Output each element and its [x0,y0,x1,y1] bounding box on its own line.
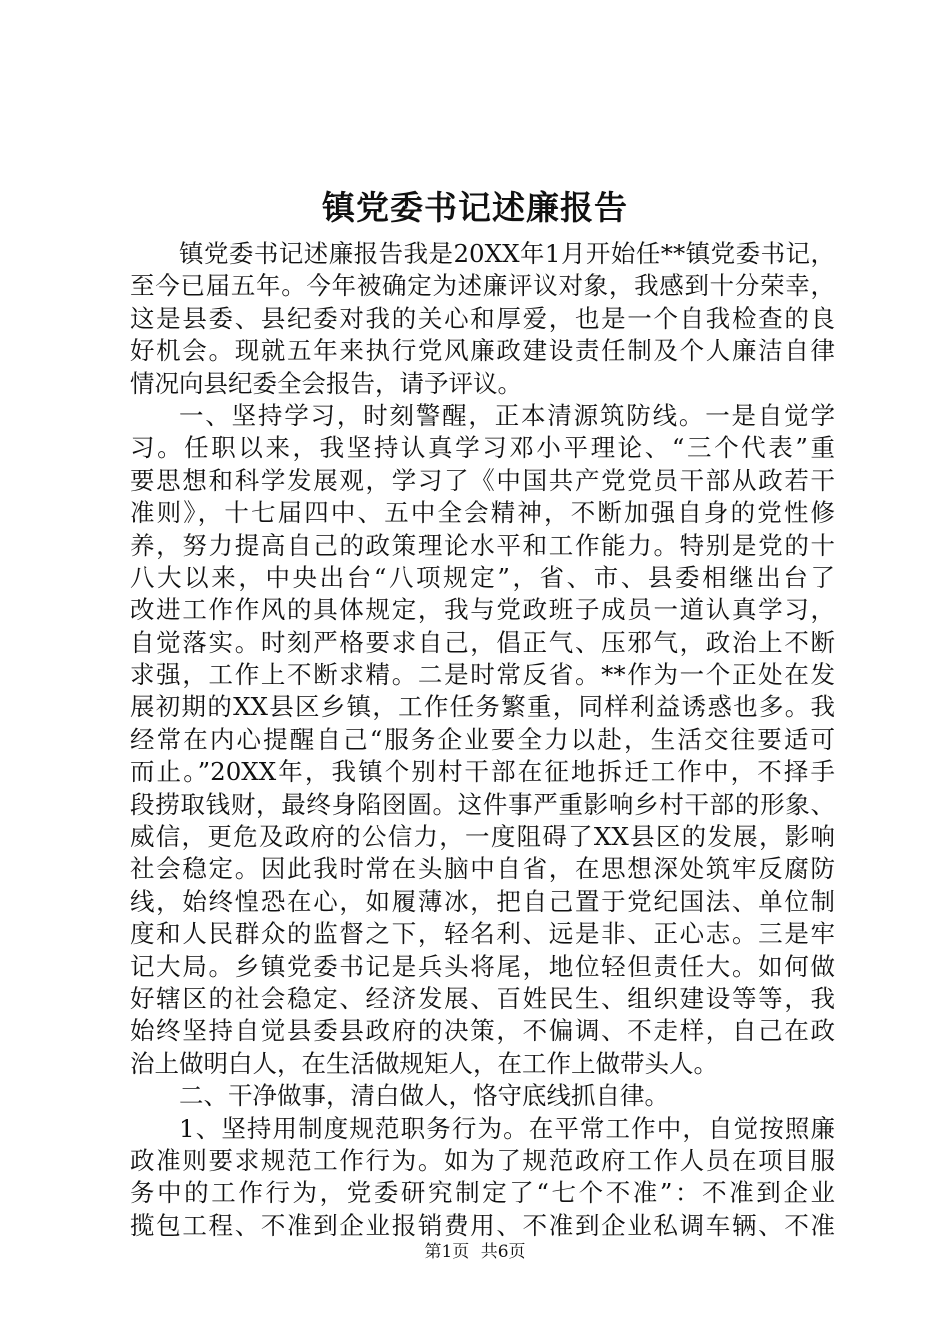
text-line: 自觉落实。时刻严格要求自己，倡正气、压邪气，政治上不断 [130,627,835,657]
text-line: 一、坚持学习，时刻警醒，正本清源筑防线。一是自觉学 [179,400,835,430]
text-line: 始终坚持自觉县委县政府的决策，不偏调、不走样，自己在政 [130,1016,835,1046]
text-line: 八大以来，中央出台“八项规定”，省、市、县委相继出台了 [130,562,835,592]
text-line: 度和人民群众的监督之下，轻名利、远是非、正心志。三是牢 [130,919,835,949]
text-line: 习。任职以来，我坚持认真学习邓小平理论、“三个代表”重 [130,433,835,463]
text-line: 威信，更危及政府的公信力，一度阻碍了XX县区的发展，影响 [130,822,835,852]
text-line: 展初期的XX县区乡镇，工作任务繁重，同样利益诱惑也多。我 [130,692,835,722]
text-line: 镇党委书记述廉报告我是20XX年1月开始任**镇党委书记， [179,239,835,268]
text-line: 要思想和科学发展观，学习了《中国共产党党员干部从政若干 [130,465,835,495]
text-line: 记大局。乡镇党委书记是兵头将尾，地位轻但责任大。如何做 [130,951,835,981]
text-line: 好辖区的社会稳定、经济发展、百姓民生、组织建设等等，我 [130,983,835,1013]
page-indicator: 第1页 共6页 [424,1242,526,1262]
text-line: 好机会。现就五年来执行党风廉政建设责任制及个人廉洁自律 [130,336,835,366]
text-line: 情况向县纪委全会报告，请予评议。 [130,368,522,398]
text-line: 线，始终惶恐在心，如履薄冰，把自己置于党纪国法、单位制 [130,886,835,916]
text-line: 段捞取钱财，最终身陷囹圄。这件事严重影响乡村干部的形象、 [130,789,835,819]
text-line: 务中的工作行为，党委研究制定了“七个不准”：不准到企业 [130,1178,835,1208]
text-line: 二、干净做事，清白做人，恪守底线抓自律。 [179,1081,669,1111]
text-line: 这是县委、县纪委对我的关心和厚爱，也是一个自我检查的良 [130,303,835,333]
text-line: 社会稳定。因此我时常在头脑中自省，在思想深处筑牢反腐防 [130,854,835,884]
text-line: 揽包工程、不准到企业报销费用、不准到企业私调车辆、不准 [130,1210,835,1240]
text-line: 改进工作作风的具体规定，我与党政班子成员一道认真学习， [130,595,835,625]
text-line: 至今已届五年。今年被确定为述廉评议对象，我感到十分荣幸， [130,271,835,301]
document-title: 镇党委书记述廉报告 [322,188,628,227]
text-line: 治上做明白人，在生活做规矩人，在工作上做带头人。 [130,1048,718,1078]
text-line: 求强，工作上不断求精。二是时常反省。**作为一个正处在发 [130,660,835,690]
text-line: 政准则要求规范工作行为。如为了规范政府工作人员在项目服 [130,1145,835,1175]
document-body [130,238,835,1242]
text-line: 养，努力提高自己的政策理论水平和工作能力。特别是党的十 [130,530,835,560]
text-line: 经常在内心提醒自己“服务企业要全力以赴，生活交往要适可 [130,724,835,754]
text-line: 1、坚持用制度规范职务行为。在平常工作中，自觉按照廉 [179,1113,835,1143]
text-line: 准则》，十七届四中、五中全会精神，不断加强自身的党性修 [130,498,835,528]
text-line: 而止。”20XX年，我镇个别村干部在征地拆迁工作中，不择手 [130,757,835,787]
